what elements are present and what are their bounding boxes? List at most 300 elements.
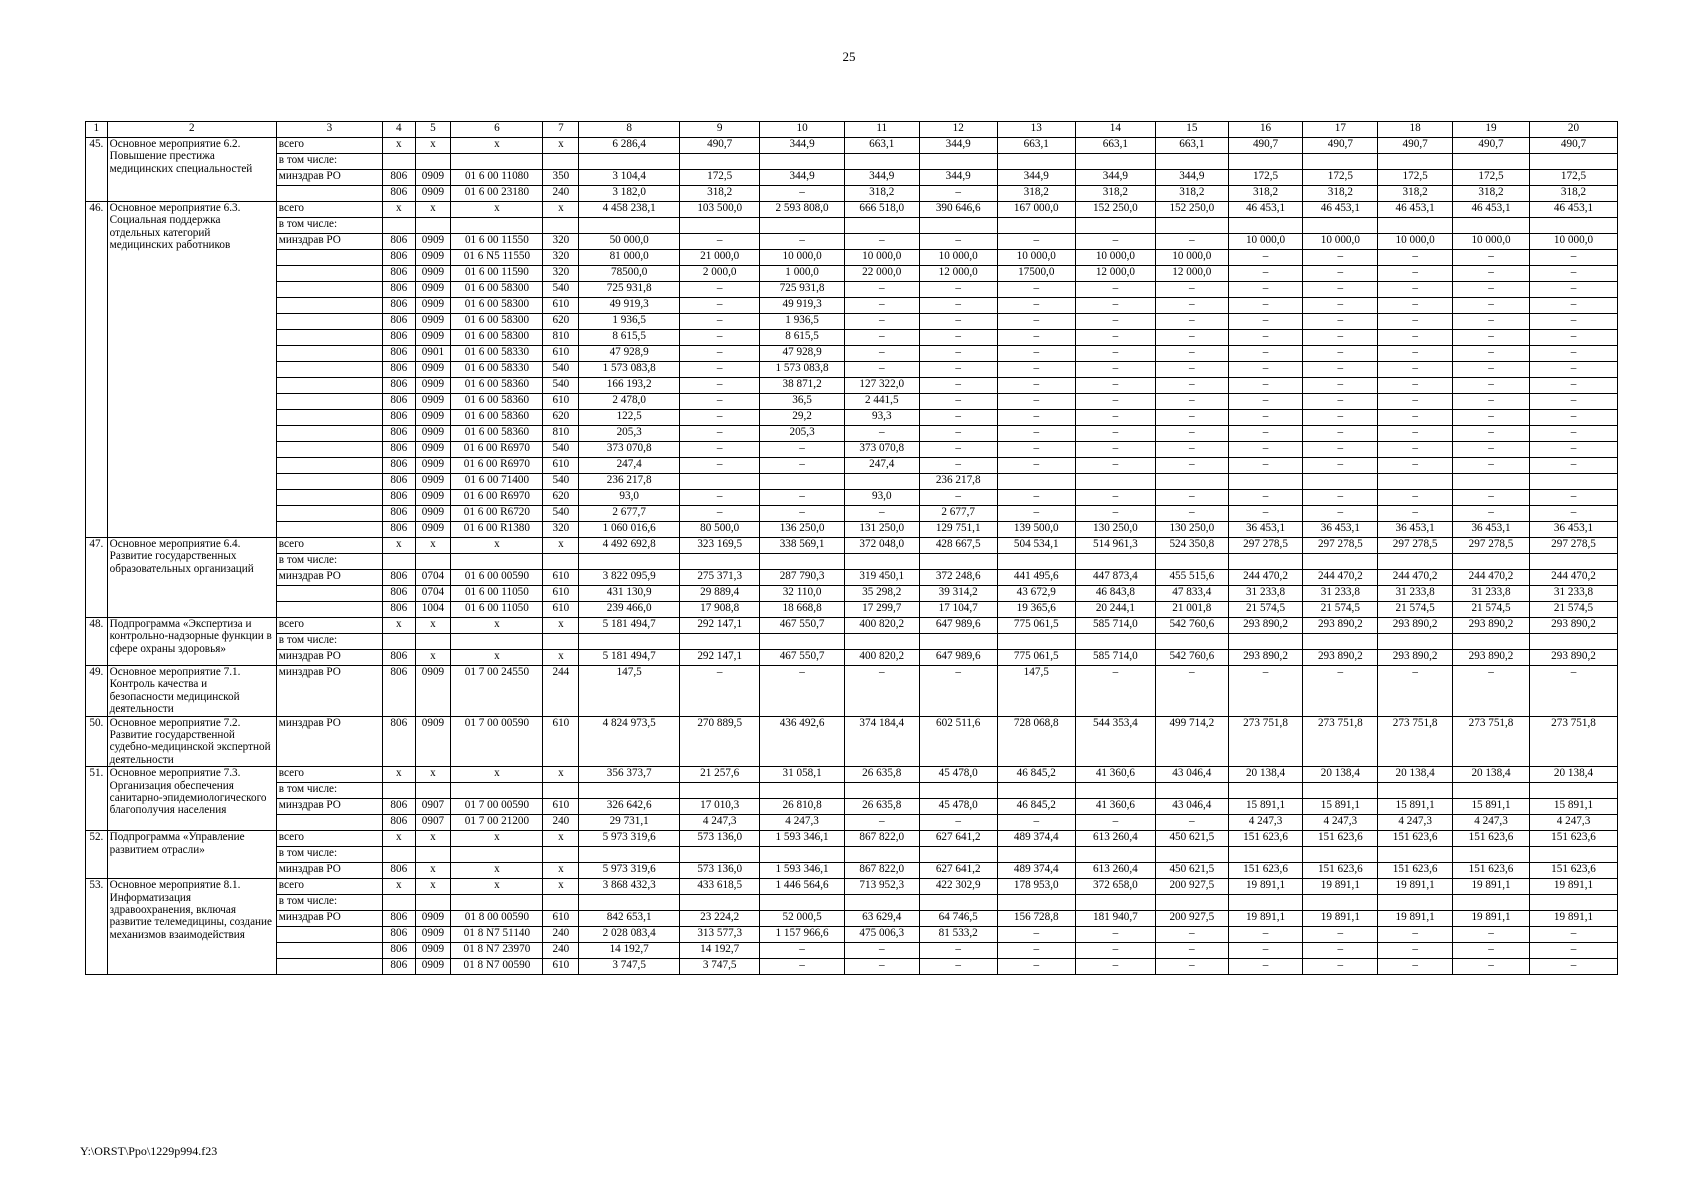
amount-cell: 273 751,8 (1530, 716, 1618, 767)
amount-cell: 467 550,7 (760, 650, 845, 666)
amount-cell: 319 450,1 (844, 570, 919, 586)
file-path-footer: Y:\ORST\Ppo\1229p994.f23 (80, 1144, 218, 1158)
measure-title: Основное мероприятие 7.3. Организация обеспечения санитарно-эпидемиологического благополучия населения (107, 767, 276, 831)
code-cell (415, 154, 451, 170)
amount-cell: – (1378, 250, 1453, 266)
amount-cell: 10 000,0 (1378, 234, 1453, 250)
amount-cell: – (1303, 282, 1378, 298)
amount-cell (997, 783, 1075, 799)
amount-cell: – (919, 959, 997, 975)
table-row (86, 927, 1618, 943)
code-cell: 0901 (415, 346, 451, 362)
code-cell: x (451, 138, 543, 154)
amount-cell: 46 845,2 (997, 799, 1075, 815)
amount-cell: – (1075, 314, 1155, 330)
amount-cell: – (1530, 506, 1618, 522)
amount-cell: – (1303, 410, 1378, 426)
table-row (86, 282, 1618, 298)
amount-cell: – (1303, 959, 1378, 975)
amount-cell: – (997, 426, 1075, 442)
amount-cell (844, 783, 919, 799)
amount-cell (1303, 154, 1378, 170)
column-number: 17 (1303, 122, 1378, 138)
amount-cell: 136 250,0 (760, 522, 845, 538)
code-cell: 806 (383, 442, 416, 458)
row-number: 52. (86, 831, 108, 879)
amount-cell: 46 453,1 (1303, 202, 1378, 218)
code-cell: 240 (543, 927, 579, 943)
code-cell: 0907 (415, 799, 451, 815)
amount-cell: 313 577,3 (680, 927, 760, 943)
column-number: 19 (1453, 122, 1530, 138)
executor-cell (276, 410, 382, 426)
amount-cell: – (1303, 490, 1378, 506)
amount-cell: – (1075, 815, 1155, 831)
code-cell (543, 847, 579, 863)
amount-cell: – (1530, 346, 1618, 362)
amount-cell (680, 895, 760, 911)
amount-cell (1228, 847, 1303, 863)
amount-cell: – (1453, 282, 1530, 298)
executor-cell (276, 490, 382, 506)
table-row (86, 426, 1618, 442)
code-cell: x (415, 650, 451, 666)
amount-cell (997, 634, 1075, 650)
amount-cell: – (1075, 378, 1155, 394)
amount-cell: 244 470,2 (1228, 570, 1303, 586)
code-cell: 0909 (415, 410, 451, 426)
column-number: 16 (1228, 122, 1303, 138)
code-cell: x (415, 767, 451, 783)
table-row (86, 831, 1618, 847)
amount-cell: – (844, 959, 919, 975)
executor-cell: в том числе: (276, 847, 382, 863)
amount-cell: 47 928,9 (760, 346, 845, 362)
code-cell: x (415, 618, 451, 634)
amount-cell: 867 822,0 (844, 831, 919, 847)
amount-cell: 2 593 808,0 (760, 202, 845, 218)
amount-cell: 344,9 (919, 170, 997, 186)
amount-cell: – (680, 394, 760, 410)
executor-cell: минздрав РО (276, 666, 382, 717)
table-row (86, 506, 1618, 522)
table-row (86, 458, 1618, 474)
amount-cell: 1 573 083,8 (760, 362, 845, 378)
amount-cell: – (1228, 927, 1303, 943)
amount-cell: – (1378, 282, 1453, 298)
executor-cell: в том числе: (276, 154, 382, 170)
amount-cell: – (1378, 394, 1453, 410)
table-row (86, 314, 1618, 330)
amount-cell: – (1378, 458, 1453, 474)
code-cell: 01 6 00 23180 (451, 186, 543, 202)
amount-cell: 293 890,2 (1378, 650, 1453, 666)
code-cell: 806 (383, 959, 416, 975)
amount-cell: 1 446 564,6 (760, 879, 845, 895)
amount-cell: 139 500,0 (997, 522, 1075, 538)
amount-cell: – (1530, 330, 1618, 346)
amount-cell: – (1228, 362, 1303, 378)
amount-cell: – (1530, 959, 1618, 975)
amount-cell (919, 634, 997, 650)
amount-cell: – (1075, 458, 1155, 474)
amount-cell: 4 247,3 (1228, 815, 1303, 831)
measure-title: Подпрограмма «Управление развитием отрасли» (107, 831, 276, 879)
code-cell: x (451, 202, 543, 218)
amount-cell (680, 154, 760, 170)
amount-cell: 374 184,4 (844, 716, 919, 767)
amount-cell: 5 181 494,7 (579, 618, 680, 634)
amount-cell (1228, 554, 1303, 570)
code-cell (383, 554, 416, 570)
amount-cell: 8 615,5 (579, 330, 680, 346)
amount-cell (1378, 895, 1453, 911)
amount-cell (680, 783, 760, 799)
amount-cell: 318,2 (680, 186, 760, 202)
code-cell (415, 783, 451, 799)
amount-cell: – (919, 234, 997, 250)
amount-cell: – (844, 330, 919, 346)
amount-cell (760, 634, 845, 650)
amount-cell: 270 889,5 (680, 716, 760, 767)
executor-cell (276, 602, 382, 618)
table-row (86, 618, 1618, 634)
amount-cell: – (1228, 943, 1303, 959)
amount-cell (1530, 154, 1618, 170)
amount-cell: 151 623,6 (1378, 863, 1453, 879)
code-cell (415, 554, 451, 570)
amount-cell: – (1530, 442, 1618, 458)
code-cell: x (451, 879, 543, 895)
amount-cell: 390 646,6 (919, 202, 997, 218)
amount-cell: – (919, 815, 997, 831)
amount-cell (760, 895, 845, 911)
amount-cell: – (1228, 314, 1303, 330)
amount-cell: 318,2 (1156, 186, 1229, 202)
amount-cell: – (1075, 927, 1155, 943)
amount-cell: 15 891,1 (1378, 799, 1453, 815)
code-cell: 01 6 00 11050 (451, 602, 543, 618)
amount-cell: – (1228, 426, 1303, 442)
amount-cell: – (1303, 394, 1378, 410)
amount-cell: 293 890,2 (1228, 618, 1303, 634)
table-row (86, 218, 1618, 234)
amount-cell: – (1378, 442, 1453, 458)
amount-cell: 10 000,0 (844, 250, 919, 266)
code-cell: 0909 (415, 506, 451, 522)
amount-cell: 81 000,0 (579, 250, 680, 266)
amount-cell: 2 000,0 (680, 266, 760, 282)
code-cell (383, 634, 416, 650)
amount-cell: – (1075, 298, 1155, 314)
code-cell: 806 (383, 506, 416, 522)
code-cell: 350 (543, 170, 579, 186)
amount-cell: 152 250,0 (1156, 202, 1229, 218)
amount-cell: – (919, 186, 997, 202)
amount-cell: – (1228, 666, 1303, 717)
amount-cell: – (997, 959, 1075, 975)
amount-cell (1156, 783, 1229, 799)
amount-cell: 318,2 (1530, 186, 1618, 202)
amount-cell: 627 641,2 (919, 831, 997, 847)
amount-cell: 775 061,5 (997, 618, 1075, 634)
amount-cell: – (1453, 943, 1530, 959)
amount-cell: 22 000,0 (844, 266, 919, 282)
amount-cell: 36 453,1 (1303, 522, 1378, 538)
amount-cell: 36 453,1 (1530, 522, 1618, 538)
amount-cell: 422 302,9 (919, 879, 997, 895)
row-number: 50. (86, 716, 108, 767)
table-row (86, 394, 1618, 410)
amount-cell: 80 500,0 (680, 522, 760, 538)
amount-cell: – (1530, 394, 1618, 410)
amount-cell: 17 104,7 (919, 602, 997, 618)
amount-cell: 205,3 (579, 426, 680, 442)
amount-cell (1453, 554, 1530, 570)
amount-cell: 166 193,2 (579, 378, 680, 394)
amount-cell (1378, 783, 1453, 799)
amount-cell: – (1378, 410, 1453, 426)
amount-cell: 1 593 346,1 (760, 863, 845, 879)
code-cell: x (451, 538, 543, 554)
amount-cell: 21 574,5 (1453, 602, 1530, 618)
amount-cell: 273 751,8 (1303, 716, 1378, 767)
code-cell (543, 783, 579, 799)
amount-cell (579, 895, 680, 911)
amount-cell: – (919, 298, 997, 314)
amount-cell: – (919, 378, 997, 394)
executor-cell (276, 586, 382, 602)
amount-cell: 21 574,5 (1378, 602, 1453, 618)
amount-cell: – (1378, 330, 1453, 346)
amount-cell: – (1303, 250, 1378, 266)
amount-cell: 10 000,0 (1530, 234, 1618, 250)
amount-cell (579, 218, 680, 234)
executor-cell (276, 186, 382, 202)
amount-cell: – (1303, 458, 1378, 474)
amount-cell: – (844, 346, 919, 362)
amount-cell: 275 371,3 (680, 570, 760, 586)
amount-cell: 467 550,7 (760, 618, 845, 634)
amount-cell: 151 623,6 (1530, 831, 1618, 847)
code-cell: 540 (543, 282, 579, 298)
code-cell: 01 7 00 00590 (451, 716, 543, 767)
amount-cell: – (997, 234, 1075, 250)
amount-cell: – (1530, 298, 1618, 314)
amount-cell: 372 048,0 (844, 538, 919, 554)
table-row (86, 879, 1618, 895)
amount-cell: – (1453, 346, 1530, 362)
amount-cell: 26 635,8 (844, 767, 919, 783)
amount-cell: 236 217,8 (579, 474, 680, 490)
amount-cell (1453, 783, 1530, 799)
amount-cell: 31 233,8 (1378, 586, 1453, 602)
amount-cell: – (1156, 426, 1229, 442)
code-cell: x (451, 863, 543, 879)
amount-cell: – (1156, 943, 1229, 959)
amount-cell: 50 000,0 (579, 234, 680, 250)
executor-cell (276, 346, 382, 362)
amount-cell: 4 492 692,8 (579, 538, 680, 554)
amount-cell: 344,9 (1156, 170, 1229, 186)
amount-cell: 244 470,2 (1303, 570, 1378, 586)
executor-cell (276, 927, 382, 943)
amount-cell: – (844, 298, 919, 314)
code-cell: x (543, 202, 579, 218)
executor-cell: минздрав РО (276, 863, 382, 879)
amount-cell: – (760, 186, 845, 202)
code-cell: 806 (383, 170, 416, 186)
code-cell: x (383, 538, 416, 554)
code-cell: 0909 (415, 314, 451, 330)
code-cell (415, 218, 451, 234)
amount-cell: – (1228, 410, 1303, 426)
amount-cell (844, 634, 919, 650)
code-cell: 01 6 00 58360 (451, 426, 543, 442)
amount-cell: 4 247,3 (1453, 815, 1530, 831)
code-cell: 540 (543, 378, 579, 394)
amount-cell: 151 623,6 (1303, 831, 1378, 847)
executor-cell: всего (276, 538, 382, 554)
amount-cell: 63 629,4 (844, 911, 919, 927)
amount-cell (760, 474, 845, 490)
amount-cell: – (1156, 506, 1229, 522)
table-row (86, 362, 1618, 378)
amount-cell: 49 919,3 (579, 298, 680, 314)
amount-cell: 647 989,6 (919, 650, 997, 666)
executor-cell: всего (276, 618, 382, 634)
code-cell: 540 (543, 442, 579, 458)
amount-cell (997, 847, 1075, 863)
executor-cell: в том числе: (276, 783, 382, 799)
amount-cell: 19 891,1 (1453, 879, 1530, 895)
amount-cell: – (997, 442, 1075, 458)
amount-cell: – (919, 394, 997, 410)
amount-cell: 151 623,6 (1228, 831, 1303, 847)
code-cell: 01 6 00 58360 (451, 378, 543, 394)
code-cell: 806 (383, 250, 416, 266)
amount-cell: 31 233,8 (1453, 586, 1530, 602)
amount-cell (997, 895, 1075, 911)
executor-cell (276, 362, 382, 378)
code-cell: 806 (383, 927, 416, 943)
code-cell: x (415, 831, 451, 847)
amount-cell: 19 891,1 (1228, 911, 1303, 927)
amount-cell: – (919, 458, 997, 474)
row-number: 53. (86, 879, 108, 975)
amount-cell (680, 554, 760, 570)
amount-cell: – (1303, 314, 1378, 330)
amount-cell: 19 891,1 (1453, 911, 1530, 927)
amount-cell: 43 046,4 (1156, 799, 1229, 815)
code-cell: 610 (543, 570, 579, 586)
amount-cell: – (1303, 346, 1378, 362)
code-cell: 806 (383, 314, 416, 330)
amount-cell: 1 573 083,8 (579, 362, 680, 378)
amount-cell: – (1530, 927, 1618, 943)
code-cell: 01 6 00 71400 (451, 474, 543, 490)
amount-cell: – (760, 442, 845, 458)
column-number: 3 (276, 122, 382, 138)
amount-cell: 200 927,5 (1156, 879, 1229, 895)
amount-cell: 4 247,3 (1378, 815, 1453, 831)
amount-cell: 200 927,5 (1156, 911, 1229, 927)
amount-cell: 1 593 346,1 (760, 831, 845, 847)
amount-cell (1530, 474, 1618, 490)
code-cell (451, 783, 543, 799)
code-cell: x (451, 767, 543, 783)
amount-cell (997, 218, 1075, 234)
code-cell: 620 (543, 490, 579, 506)
amount-cell: 47 833,4 (1156, 586, 1229, 602)
amount-cell: 17500,0 (997, 266, 1075, 282)
amount-cell: – (1303, 666, 1378, 717)
amount-cell (919, 218, 997, 234)
amount-cell: – (1156, 490, 1229, 506)
executor-cell (276, 522, 382, 538)
code-cell: 0909 (415, 522, 451, 538)
amount-cell: 247,4 (579, 458, 680, 474)
amount-cell: 490,7 (1378, 138, 1453, 154)
code-cell: 806 (383, 650, 416, 666)
amount-cell: 373 070,8 (579, 442, 680, 458)
amount-cell (1378, 474, 1453, 490)
amount-cell: 490,7 (1228, 138, 1303, 154)
column-number: 11 (844, 122, 919, 138)
amount-cell: 544 353,4 (1075, 716, 1155, 767)
amount-cell: 19 891,1 (1303, 879, 1378, 895)
code-cell (415, 634, 451, 650)
amount-cell (997, 474, 1075, 490)
code-cell (543, 634, 579, 650)
code-cell: 0704 (415, 586, 451, 602)
amount-cell: – (1156, 959, 1229, 975)
code-cell (451, 895, 543, 911)
amount-cell: – (997, 282, 1075, 298)
code-cell: 01 7 00 24550 (451, 666, 543, 717)
amount-cell: 31 233,8 (1228, 586, 1303, 602)
column-number: 2 (107, 122, 276, 138)
measure-title: Основное мероприятие 6.4. Развитие государственных образовательных организаций (107, 538, 276, 618)
amount-cell: 19 365,6 (997, 602, 1075, 618)
amount-cell: – (1453, 927, 1530, 943)
amount-cell: – (760, 458, 845, 474)
amount-cell: 504 534,1 (997, 538, 1075, 554)
amount-cell: – (1075, 959, 1155, 975)
executor-cell (276, 266, 382, 282)
amount-cell: 21 574,5 (1530, 602, 1618, 618)
column-number: 14 (1075, 122, 1155, 138)
amount-cell: 32 110,0 (760, 586, 845, 602)
table-row (86, 186, 1618, 202)
amount-cell: – (1530, 362, 1618, 378)
amount-cell: – (1156, 282, 1229, 298)
amount-cell: 15 891,1 (1453, 799, 1530, 815)
executor-cell: всего (276, 138, 382, 154)
code-cell: 0909 (415, 250, 451, 266)
amount-cell: 10 000,0 (1453, 234, 1530, 250)
code-cell: 0909 (415, 282, 451, 298)
table-row (86, 410, 1618, 426)
amount-cell: 130 250,0 (1075, 522, 1155, 538)
amount-cell: 172,5 (1378, 170, 1453, 186)
amount-cell: – (1453, 490, 1530, 506)
code-cell: 01 6 00 00590 (451, 570, 543, 586)
amount-cell: – (1156, 298, 1229, 314)
code-cell (543, 895, 579, 911)
code-cell: 610 (543, 602, 579, 618)
code-cell: 0909 (415, 666, 451, 717)
